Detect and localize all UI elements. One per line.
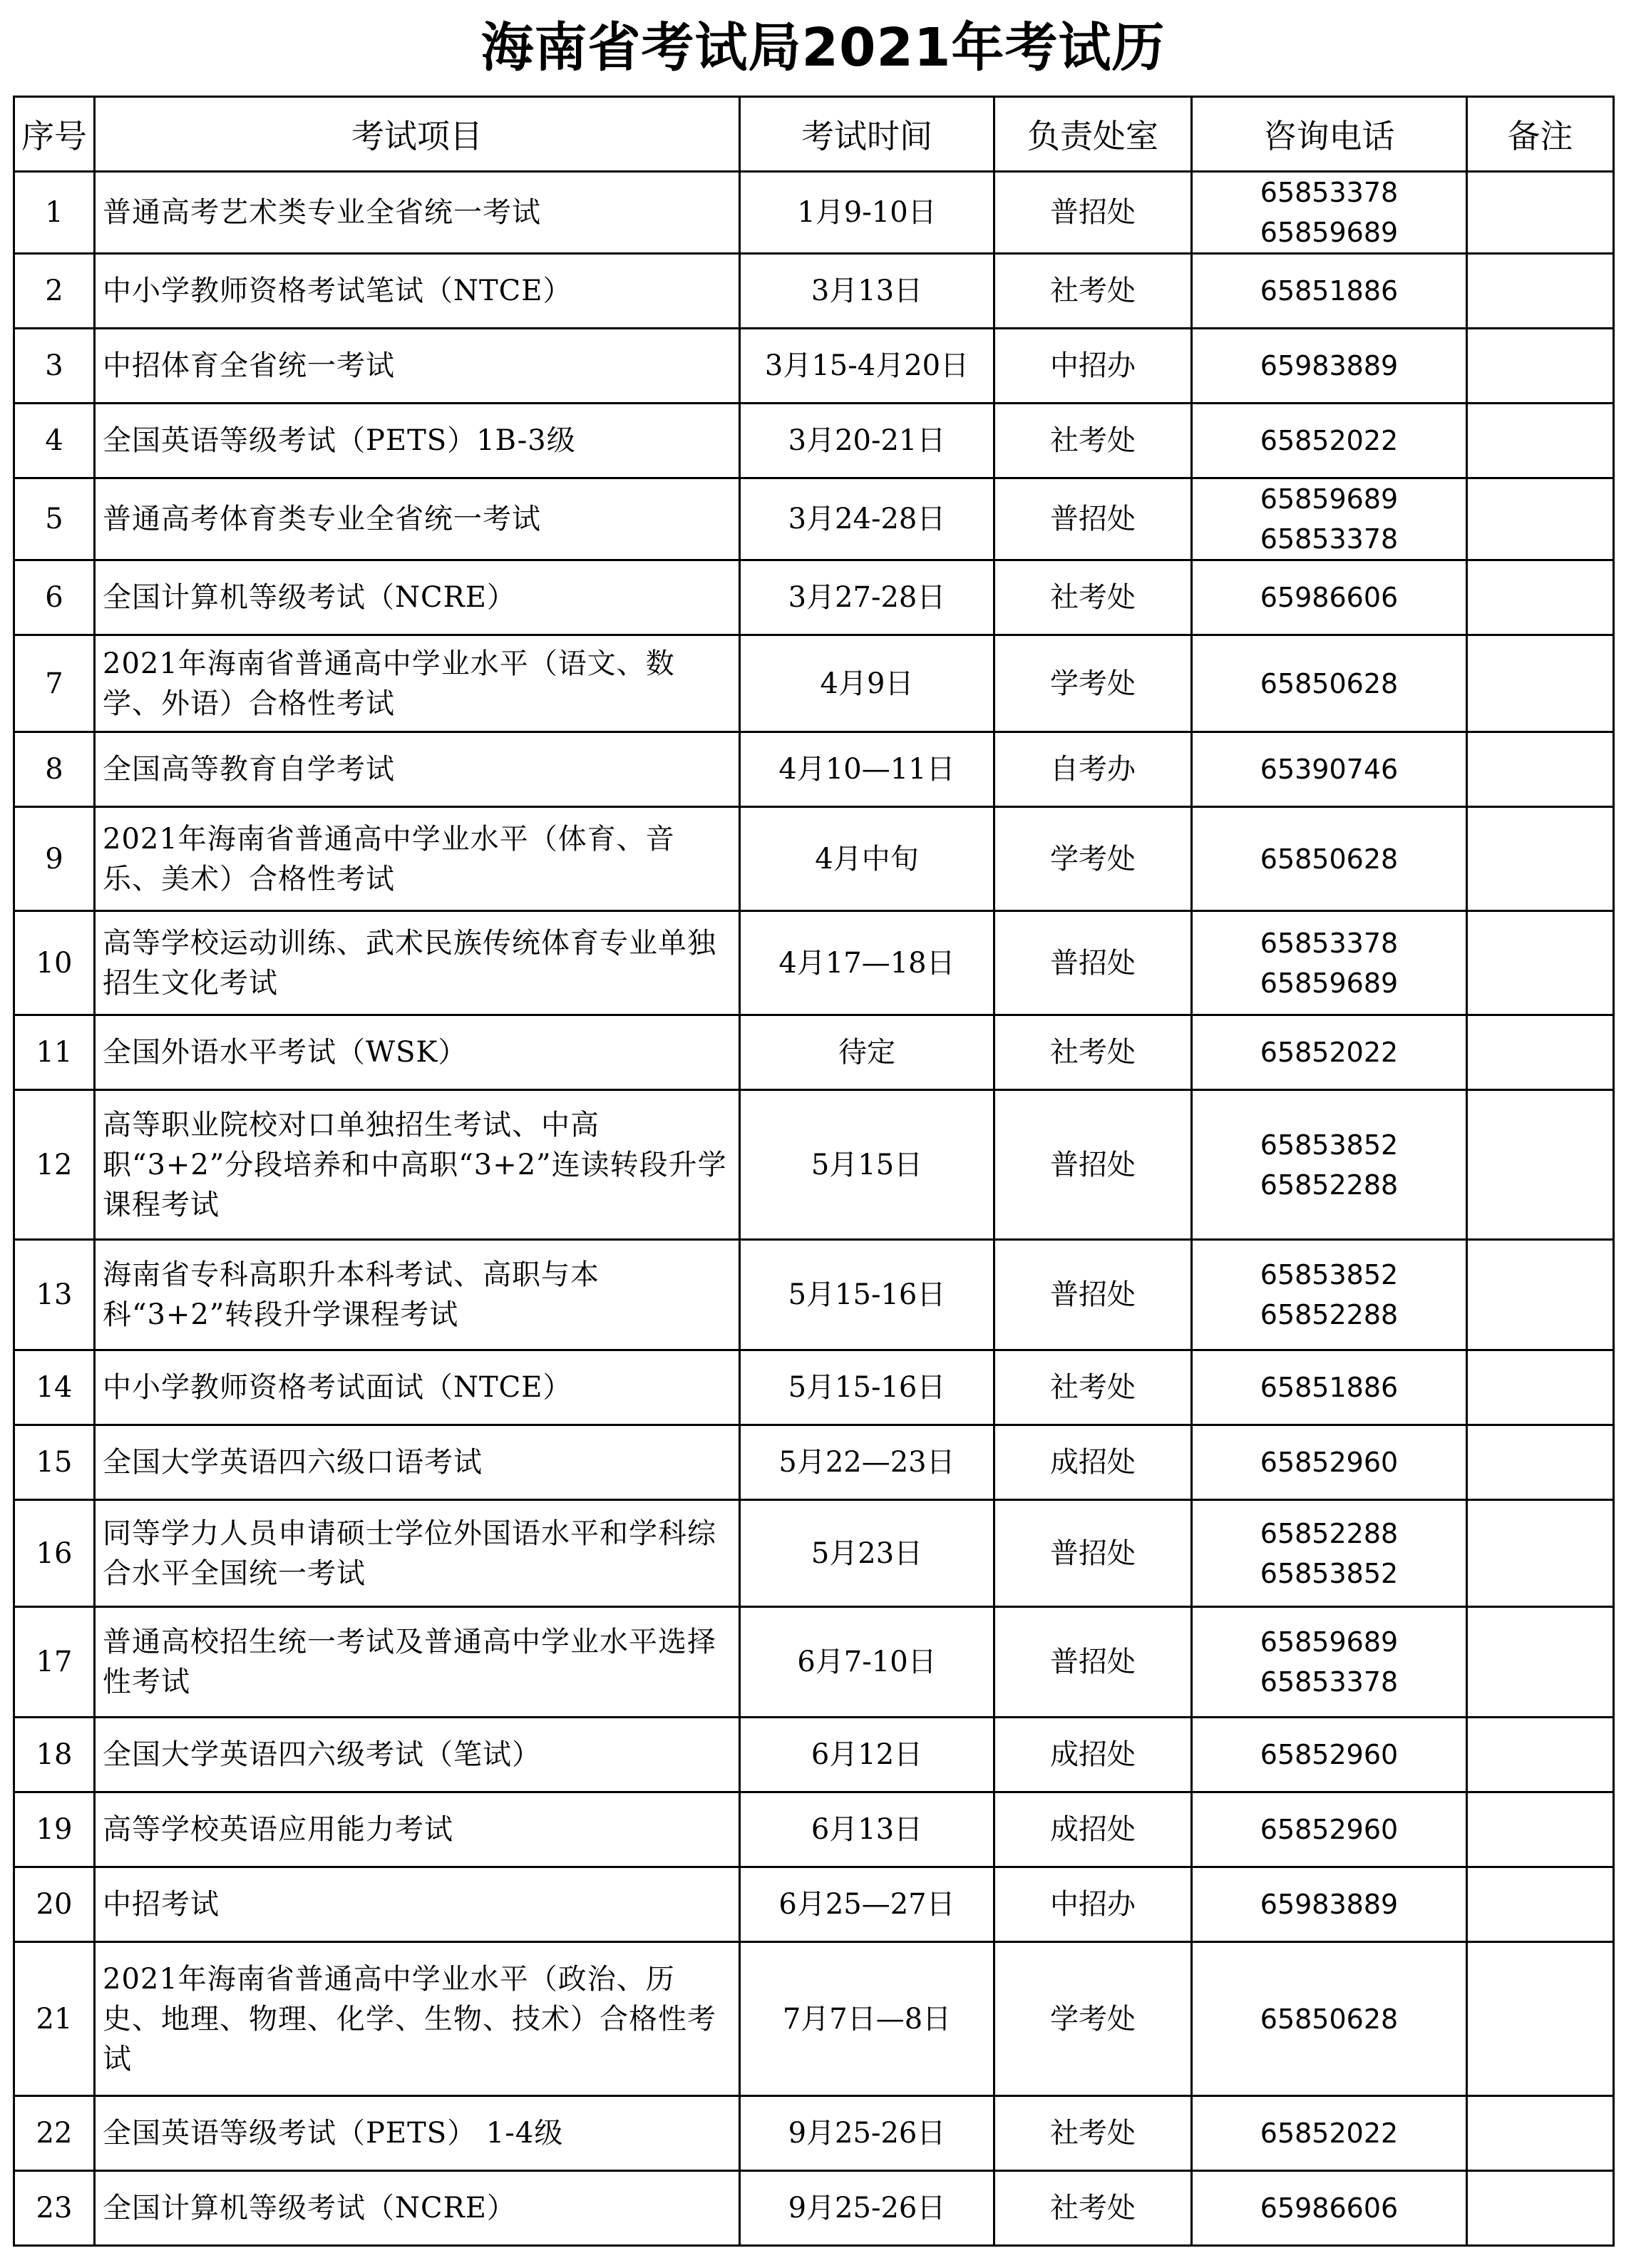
row-exam-item: 全国外语水平考试（WSK） bbox=[95, 1015, 740, 1090]
row-exam-time: 6月25—27日 bbox=[740, 1867, 994, 1942]
phone-number: 65850628 bbox=[1260, 2003, 1399, 2035]
phone-number: 65850628 bbox=[1260, 667, 1399, 699]
row-seq: 13 bbox=[14, 1240, 95, 1350]
row-exam-time: 3月15-4月20日 bbox=[740, 329, 994, 404]
row-office: 学考处 bbox=[994, 807, 1192, 911]
row-exam-item: 中小学教师资格考试笔试（NTCE） bbox=[95, 254, 740, 329]
row-phone bbox=[1192, 635, 1467, 732]
phone-number: 65852022 bbox=[1260, 425, 1399, 456]
row-exam-item: 2021年海南省普通高中学业水平（语文、数学、外语）合格性考试 bbox=[95, 635, 740, 732]
row-exam-time: 5月15日 bbox=[740, 1090, 994, 1240]
header-phone: 咨询电话 bbox=[1192, 97, 1467, 172]
phone-number: 65853378 bbox=[1260, 1666, 1399, 1698]
row-exam-time: 5月15-16日 bbox=[740, 1240, 994, 1350]
row-office: 普招处 bbox=[994, 172, 1192, 254]
row-exam-time: 4月10—11日 bbox=[740, 732, 994, 807]
phone-number: 65390746 bbox=[1260, 754, 1399, 785]
exam-schedule-table bbox=[13, 96, 1615, 2247]
row-exam-item: 中小学教师资格考试面试（NTCE） bbox=[95, 1350, 740, 1425]
row-remark bbox=[1467, 1015, 1614, 1090]
phone-number: 65986606 bbox=[1260, 2192, 1399, 2224]
row-office: 社考处 bbox=[994, 254, 1192, 329]
table-row bbox=[14, 560, 1614, 635]
phone-number: 65853378 bbox=[1260, 927, 1399, 959]
table-row bbox=[14, 1500, 1614, 1607]
row-exam-item: 普通高考艺术类专业全省统一考试 bbox=[95, 172, 740, 254]
phone-number: 65850628 bbox=[1260, 843, 1399, 875]
table-row bbox=[14, 254, 1614, 329]
row-phone bbox=[1192, 172, 1467, 254]
row-office: 普招处 bbox=[994, 911, 1192, 1015]
table-row bbox=[14, 1607, 1614, 1718]
table-row bbox=[14, 1867, 1614, 1942]
row-remark bbox=[1467, 635, 1614, 732]
row-remark bbox=[1467, 911, 1614, 1015]
row-exam-item: 普通高校招生统一考试及普通高中学业水平选择性考试 bbox=[95, 1607, 740, 1718]
table-row bbox=[14, 1425, 1614, 1500]
row-exam-item: 中招考试 bbox=[95, 1867, 740, 1942]
row-seq: 7 bbox=[14, 635, 95, 732]
row-remark bbox=[1467, 560, 1614, 635]
row-seq: 6 bbox=[14, 560, 95, 635]
row-exam-time: 待定 bbox=[740, 1015, 994, 1090]
row-exam-time: 7月7日—8日 bbox=[740, 1942, 994, 2096]
row-remark bbox=[1467, 329, 1614, 404]
phone-number: 65852288 bbox=[1260, 1517, 1399, 1549]
row-exam-time: 5月23日 bbox=[740, 1500, 994, 1607]
phone-number: 65853852 bbox=[1260, 1259, 1399, 1290]
row-exam-item: 高等职业院校对口单独招生考试、中高职“3+2”分段培养和中高职“3+2”连读转段升学课程考试 bbox=[95, 1090, 740, 1240]
row-seq: 12 bbox=[14, 1090, 95, 1240]
header-time: 考试时间 bbox=[740, 97, 994, 172]
phone-number: 65852960 bbox=[1260, 1739, 1399, 1770]
row-phone bbox=[1192, 1607, 1467, 1718]
table-row bbox=[14, 1090, 1614, 1240]
row-office: 社考处 bbox=[994, 1015, 1192, 1090]
row-seq: 9 bbox=[14, 807, 95, 911]
row-exam-item: 中招体育全省统一考试 bbox=[95, 329, 740, 404]
phone-number: 65852960 bbox=[1260, 1447, 1399, 1478]
row-exam-time: 3月20-21日 bbox=[740, 404, 994, 478]
row-phone bbox=[1192, 1090, 1467, 1240]
row-exam-time: 3月27-28日 bbox=[740, 560, 994, 635]
row-office: 中招办 bbox=[994, 329, 1192, 404]
row-office: 社考处 bbox=[994, 2171, 1192, 2246]
row-exam-item: 高等学校英语应用能力考试 bbox=[95, 1792, 740, 1867]
table-row bbox=[14, 1792, 1614, 1867]
table-row bbox=[14, 2171, 1614, 2246]
row-office: 普招处 bbox=[994, 1090, 1192, 1240]
row-exam-time: 3月13日 bbox=[740, 254, 994, 329]
phone-number: 65852022 bbox=[1260, 2118, 1399, 2149]
row-office: 成招处 bbox=[994, 1792, 1192, 1867]
row-seq: 8 bbox=[14, 732, 95, 807]
header-item: 考试项目 bbox=[95, 97, 740, 172]
row-exam-time: 4月9日 bbox=[740, 635, 994, 732]
row-remark bbox=[1467, 2171, 1614, 2246]
row-office: 社考处 bbox=[994, 560, 1192, 635]
row-exam-time: 9月25-26日 bbox=[740, 2096, 994, 2171]
table-row bbox=[14, 807, 1614, 911]
header-office: 负责处室 bbox=[994, 97, 1192, 172]
row-seq: 17 bbox=[14, 1607, 95, 1718]
row-exam-item: 2021年海南省普通高中学业水平（政治、历史、地理、物理、化学、生物、技术）合格性考试 bbox=[95, 1942, 740, 2096]
table-row bbox=[14, 1350, 1614, 1425]
row-remark bbox=[1467, 404, 1614, 478]
row-remark bbox=[1467, 1500, 1614, 1607]
row-phone bbox=[1192, 1718, 1467, 1792]
row-seq: 2 bbox=[14, 254, 95, 329]
phone-number: 65859689 bbox=[1260, 1626, 1399, 1658]
row-phone bbox=[1192, 807, 1467, 911]
row-exam-item: 同等学力人员申请硕士学位外国语水平和学科综合水平全国统一考试 bbox=[95, 1500, 740, 1607]
row-phone bbox=[1192, 1240, 1467, 1350]
row-exam-time: 9月25-26日 bbox=[740, 2171, 994, 2246]
row-exam-time: 6月12日 bbox=[740, 1718, 994, 1792]
table-row bbox=[14, 732, 1614, 807]
row-seq: 14 bbox=[14, 1350, 95, 1425]
row-remark bbox=[1467, 1240, 1614, 1350]
table-row bbox=[14, 172, 1614, 254]
row-phone bbox=[1192, 1425, 1467, 1500]
row-remark bbox=[1467, 1425, 1614, 1500]
phone-number: 65986606 bbox=[1260, 582, 1399, 613]
row-remark bbox=[1467, 1942, 1614, 2096]
row-exam-item: 全国高等教育自学考试 bbox=[95, 732, 740, 807]
table-row bbox=[14, 635, 1614, 732]
row-exam-item: 全国计算机等级考试（NCRE） bbox=[95, 560, 740, 635]
table-body bbox=[14, 172, 1614, 2246]
row-phone bbox=[1192, 1942, 1467, 2096]
header-remark: 备注 bbox=[1467, 97, 1614, 172]
row-phone bbox=[1192, 560, 1467, 635]
phone-number: 65852022 bbox=[1260, 1037, 1399, 1068]
row-seq: 22 bbox=[14, 2096, 95, 2171]
row-exam-item: 2021年海南省普通高中学业水平（体育、音乐、美术）合格性考试 bbox=[95, 807, 740, 911]
row-phone bbox=[1192, 2171, 1467, 2246]
table-row bbox=[14, 1015, 1614, 1090]
phone-number: 65853378 bbox=[1260, 177, 1399, 208]
row-remark bbox=[1467, 1607, 1614, 1718]
row-phone bbox=[1192, 732, 1467, 807]
table-row bbox=[14, 329, 1614, 404]
phone-number: 65859689 bbox=[1260, 967, 1399, 999]
row-seq: 10 bbox=[14, 911, 95, 1015]
row-remark bbox=[1467, 732, 1614, 807]
row-exam-time: 4月中旬 bbox=[740, 807, 994, 911]
row-office: 自考办 bbox=[994, 732, 1192, 807]
phone-number: 65853378 bbox=[1260, 523, 1399, 555]
row-seq: 18 bbox=[14, 1718, 95, 1792]
row-remark bbox=[1467, 2096, 1614, 2171]
row-exam-item: 海南省专科高职升本科考试、高职与本科“3+2”转段升学课程考试 bbox=[95, 1240, 740, 1350]
table-row bbox=[14, 2096, 1614, 2171]
phone-number: 65853852 bbox=[1260, 1129, 1399, 1161]
row-phone bbox=[1192, 478, 1467, 560]
row-exam-time: 6月7-10日 bbox=[740, 1607, 994, 1718]
row-seq: 1 bbox=[14, 172, 95, 254]
table-row bbox=[14, 1240, 1614, 1350]
row-seq: 16 bbox=[14, 1500, 95, 1607]
phone-number: 65853852 bbox=[1260, 1557, 1399, 1589]
row-exam-item: 高等学校运动训练、武术民族传统体育专业单独招生文化考试 bbox=[95, 911, 740, 1015]
row-exam-item: 全国大学英语四六级口语考试 bbox=[95, 1425, 740, 1500]
row-remark bbox=[1467, 478, 1614, 560]
row-phone bbox=[1192, 1015, 1467, 1090]
row-office: 普招处 bbox=[994, 1500, 1192, 1607]
table-row bbox=[14, 1942, 1614, 2096]
row-phone bbox=[1192, 1500, 1467, 1607]
row-remark bbox=[1467, 254, 1614, 329]
table-row bbox=[14, 404, 1614, 478]
phone-number: 65859689 bbox=[1260, 217, 1399, 248]
row-office: 普招处 bbox=[994, 1607, 1192, 1718]
row-exam-item: 全国英语等级考试（PETS）1B-3级 bbox=[95, 404, 740, 478]
row-office: 社考处 bbox=[994, 2096, 1192, 2171]
row-seq: 20 bbox=[14, 1867, 95, 1942]
row-seq: 3 bbox=[14, 329, 95, 404]
row-exam-time: 1月9-10日 bbox=[740, 172, 994, 254]
row-phone bbox=[1192, 1350, 1467, 1425]
row-phone bbox=[1192, 911, 1467, 1015]
row-seq: 5 bbox=[14, 478, 95, 560]
row-phone bbox=[1192, 2096, 1467, 2171]
row-exam-time: 3月24-28日 bbox=[740, 478, 994, 560]
row-exam-item: 全国计算机等级考试（NCRE） bbox=[95, 2171, 740, 2246]
row-office: 社考处 bbox=[994, 404, 1192, 478]
header-row bbox=[14, 97, 1614, 172]
row-office: 普招处 bbox=[994, 478, 1192, 560]
row-seq: 15 bbox=[14, 1425, 95, 1500]
row-exam-item: 全国英语等级考试（PETS） 1-4级 bbox=[95, 2096, 740, 2171]
row-office: 学考处 bbox=[994, 1942, 1192, 2096]
row-remark bbox=[1467, 1090, 1614, 1240]
row-seq: 21 bbox=[14, 1942, 95, 2096]
header-seq: 序号 bbox=[14, 97, 95, 172]
row-office: 学考处 bbox=[994, 635, 1192, 732]
row-remark bbox=[1467, 1718, 1614, 1792]
phone-number: 65852288 bbox=[1260, 1169, 1399, 1201]
table-row bbox=[14, 1718, 1614, 1792]
row-office: 成招处 bbox=[994, 1425, 1192, 1500]
phone-number: 65852288 bbox=[1260, 1299, 1399, 1330]
page-title: 海南省考试局2021年考试历 bbox=[480, 17, 1166, 78]
phone-number: 65851886 bbox=[1260, 1372, 1399, 1403]
phone-number: 65983889 bbox=[1260, 350, 1399, 381]
phone-number: 65983889 bbox=[1260, 1889, 1399, 1920]
row-remark bbox=[1467, 1350, 1614, 1425]
row-phone bbox=[1192, 1792, 1467, 1867]
row-exam-time: 5月15-16日 bbox=[740, 1350, 994, 1425]
phone-number: 65859689 bbox=[1260, 483, 1399, 515]
row-seq: 19 bbox=[14, 1792, 95, 1867]
row-exam-item: 全国大学英语四六级考试（笔试） bbox=[95, 1718, 740, 1792]
row-exam-time: 6月13日 bbox=[740, 1792, 994, 1867]
row-phone bbox=[1192, 254, 1467, 329]
row-phone bbox=[1192, 1867, 1467, 1942]
row-office: 中招办 bbox=[994, 1867, 1192, 1942]
phone-number: 65852960 bbox=[1260, 1814, 1399, 1845]
row-exam-time: 4月17—18日 bbox=[740, 911, 994, 1015]
row-exam-time: 5月22—23日 bbox=[740, 1425, 994, 1500]
row-office: 成招处 bbox=[994, 1718, 1192, 1792]
row-seq: 4 bbox=[14, 404, 95, 478]
row-phone bbox=[1192, 404, 1467, 478]
row-remark bbox=[1467, 172, 1614, 254]
row-exam-item: 普通高考体育类专业全省统一考试 bbox=[95, 478, 740, 560]
table-row bbox=[14, 911, 1614, 1015]
row-remark bbox=[1467, 1792, 1614, 1867]
row-remark bbox=[1467, 807, 1614, 911]
phone-number: 65851886 bbox=[1260, 275, 1399, 307]
row-office: 社考处 bbox=[994, 1350, 1192, 1425]
row-seq: 11 bbox=[14, 1015, 95, 1090]
row-remark bbox=[1467, 1867, 1614, 1942]
row-phone bbox=[1192, 329, 1467, 404]
row-seq: 23 bbox=[14, 2171, 95, 2246]
row-office: 普招处 bbox=[994, 1240, 1192, 1350]
table-row bbox=[14, 478, 1614, 560]
